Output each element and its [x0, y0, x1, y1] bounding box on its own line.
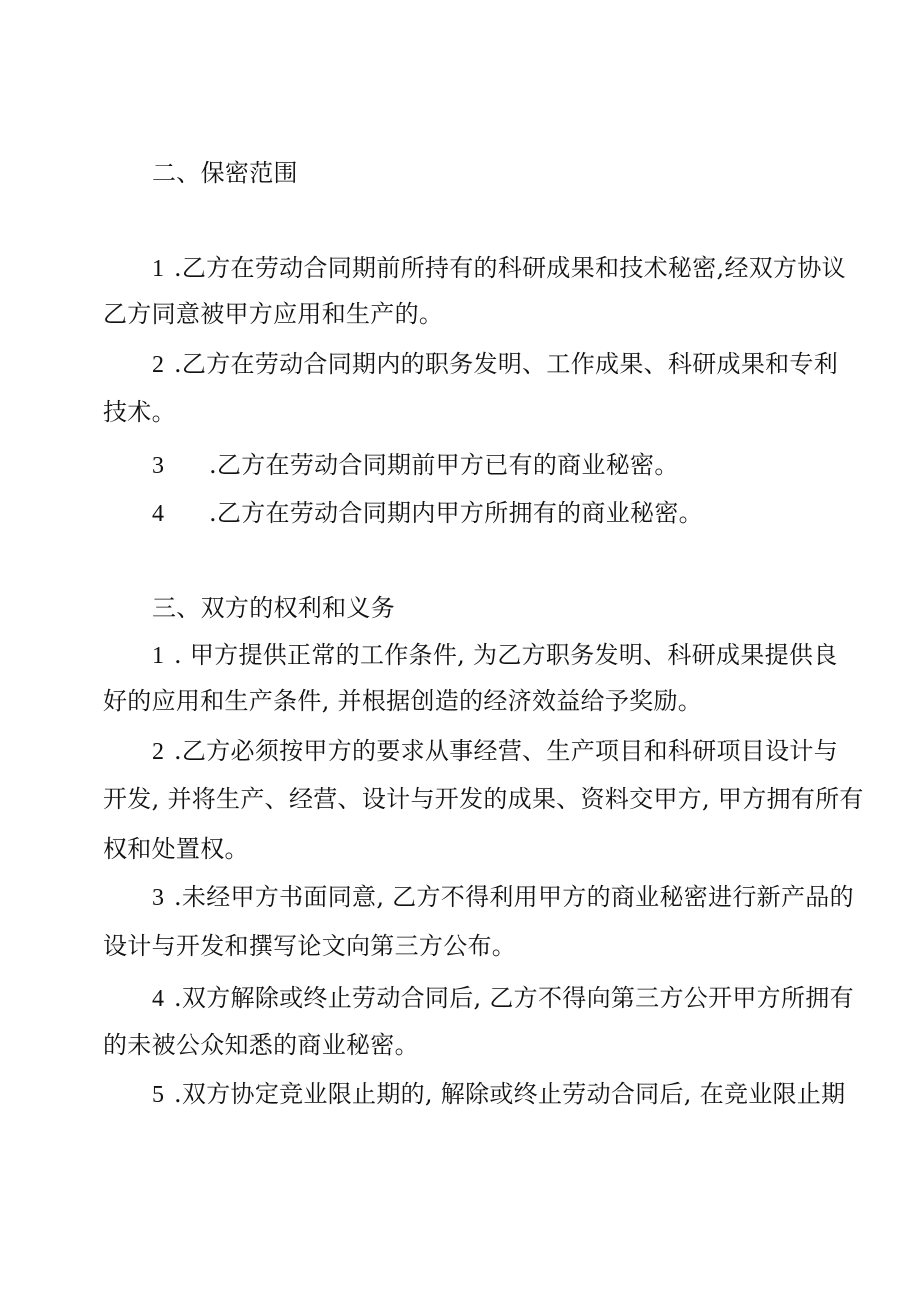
- section-3-item-1: [152, 640, 838, 671]
- item-text: .未经甲方书面同意, 乙方不得利用甲方的商业秘密进行新产品的: [174, 883, 854, 911]
- section-3-item-2-cont2: 权和处置权。: [103, 835, 249, 863]
- section-3-item-3-cont: 设计与开发和撰写论文向第三方公布。: [103, 932, 517, 960]
- section-2-item-2: [152, 349, 838, 380]
- item-number: 1: [152, 643, 165, 669]
- section-3-item-1-cont: 好的应用和生产条件, 并根据创造的经济效益给予奖励。: [103, 687, 703, 715]
- section-3-item-5: [152, 1079, 845, 1110]
- section-3-item-2: [152, 736, 838, 767]
- section-3-item-3: [152, 882, 854, 913]
- item-text: .乙方在劳动合同期内甲方所拥有的商业秘密。: [209, 499, 703, 527]
- item-text: .乙方必须按甲方的要求从事经营、生产项目和科研项目设计与: [174, 737, 839, 765]
- section-2-item-3: [152, 450, 679, 481]
- item-number: 2: [152, 739, 165, 765]
- item-text: .乙方在劳动合同期前甲方已有的商业秘密。: [209, 451, 679, 479]
- item-number: 3: [152, 885, 165, 911]
- section-3-item-4: [152, 983, 854, 1014]
- item-text: .双方解除或终止劳动合同后, 乙方不得向第三方公开甲方所拥有: [174, 984, 854, 1012]
- item-text: .乙方在劳动合同期前所持有的科研成果和技术秘密,经双方协议: [174, 254, 846, 282]
- section-3-item-4-cont: 的未被公众知悉的商业秘密。: [103, 1031, 419, 1059]
- section-2-item-1-cont: 乙方同意被甲方应用和生产的。: [103, 300, 444, 328]
- section-2-item-4: [152, 498, 703, 529]
- item-number: 4: [152, 986, 165, 1012]
- item-number: 3: [152, 453, 165, 479]
- section-2-heading: 二、保密范围: [152, 159, 298, 187]
- item-text: .乙方在劳动合同期内的职务发明、工作成果、科研成果和专利: [174, 350, 839, 378]
- section-3-heading: 三、双方的权利和义务: [152, 594, 395, 622]
- item-number: 4: [152, 501, 165, 527]
- item-text: . 甲方提供正常的工作条件, 为乙方职务发明、科研成果提供良: [174, 641, 838, 669]
- item-text: .双方协定竞业限止期的, 解除或终止劳动合同后, 在竞业限止期: [174, 1080, 846, 1108]
- section-2-item-1: [152, 253, 846, 284]
- item-number: 2: [152, 352, 165, 378]
- item-number: 5: [152, 1082, 165, 1108]
- section-3-item-2-cont: 开发, 并将生产、经营、设计与开发的成果、资料交甲方, 甲方拥有所有: [103, 785, 864, 813]
- section-2-item-2-cont: 技术。: [103, 398, 176, 426]
- item-number: 1: [152, 256, 165, 282]
